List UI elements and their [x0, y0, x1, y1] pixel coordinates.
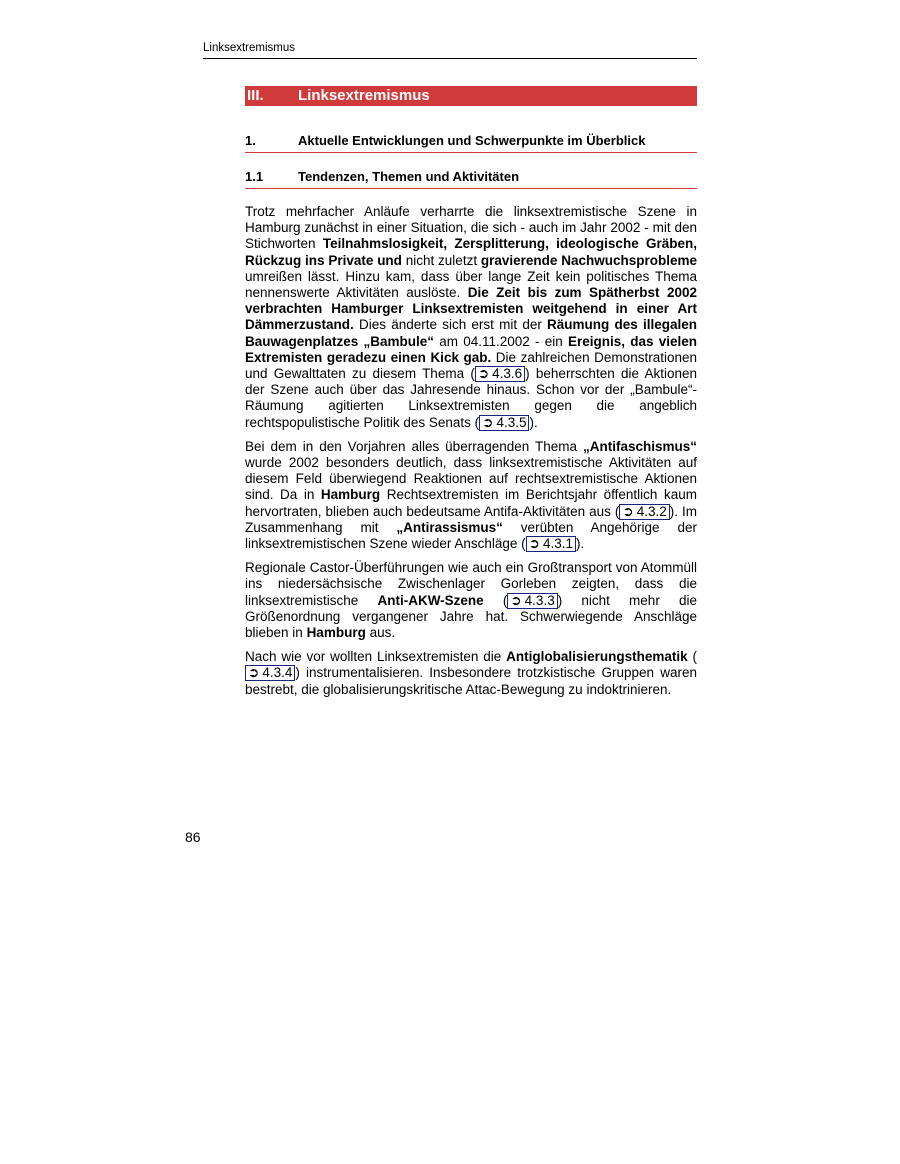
text-run: Rechtsextremisten im Berichtsjahr öffentlich kaum hervortraten, blieben auch bedeutsame Antifa-Aktivitäten aus (	[245, 487, 697, 519]
xref-label: 4.3.6	[492, 366, 523, 382]
chapter-heading-bar	[245, 86, 697, 106]
text-run: aus.	[365, 625, 396, 641]
bold-text: gravierende Nachwuchsprobleme	[480, 252, 697, 268]
chapter-title: Linksextremismus	[298, 87, 430, 104]
text-run: Nach wie vor wollten Linksextremisten die	[245, 649, 507, 665]
bold-text: „Antifaschismus“	[582, 438, 697, 454]
arrow-right-icon: ➲	[510, 592, 522, 608]
bold-text: Antiglobalisierungsthematik	[506, 649, 688, 665]
text-run: nicht zuletzt	[401, 252, 481, 268]
arrow-right-icon: ➲	[622, 503, 634, 519]
text-run: Trotz mehrfacher Anläufe verharrte die linksextremistische Szene in Hamburg zunächst in einer Situation, die sich - auch im Jahr 2002 - mit den Stichworten	[245, 204, 697, 252]
section-number: 1.	[245, 133, 256, 148]
paragraph-4	[245, 649, 697, 698]
section-heading	[245, 133, 697, 153]
xref-label: 4.3.2	[636, 503, 667, 519]
text-run: (	[483, 592, 508, 608]
subsection-number: 1.1	[245, 169, 264, 184]
cross-reference-link-4-3-1[interactable]	[526, 536, 576, 552]
xref-label: 4.3.5	[496, 414, 527, 430]
cross-reference-link-4-3-6[interactable]	[475, 366, 525, 382]
subsection-title: Tendenzen, Themen und Aktivitäten	[298, 169, 520, 184]
text-run: am 04.11.2002 - ein	[434, 333, 568, 349]
text-run: (	[687, 649, 698, 665]
cross-reference-link-4-3-3[interactable]	[507, 593, 557, 609]
text-run: verübten Angehörige der linksextremistischen Szene wieder Anschläge (	[245, 519, 697, 552]
bold-text: Räumung des illegalen Bauwagenplatzes „Bambule“	[245, 317, 697, 349]
cross-reference-link-4-3-5[interactable]	[479, 415, 529, 431]
paragraph-2	[245, 439, 697, 552]
arrow-right-icon: ➲	[482, 414, 494, 430]
text-run: Die zahlreichen Demonstrationen und Gewalttaten zu diesem Thema (	[245, 349, 697, 382]
bold-text: Teilnahmslosigkeit, Zersplitterung, ideologische Gräben, Rückzug ins Private und	[245, 236, 697, 268]
text-run: Dies änderte sich erst mit der	[353, 317, 548, 333]
xref-label: 4.3.4	[262, 665, 293, 681]
cross-reference-link-4-3-4[interactable]	[245, 665, 295, 681]
text-run: ) beherrschten die Aktionen der Szene auch über das Jahresende hinaus. Schon vor der „Bambule“-Räumung agitierten Linksextremisten gegen die angeblich rechtspopulistische Politik des Senats (	[245, 366, 697, 430]
bold-text: Hamburg	[320, 487, 381, 503]
text-run: Regionale Castor-Überführungen wie auch ein Großtransport von Atommüll ins niedersächsische Zwischenlager Gorleben zeigten, dass die linksextremistische	[245, 560, 697, 608]
running-header	[203, 41, 697, 59]
bold-text: Ereignis, das vielen Extremisten geradezu einen Kick gab.	[245, 333, 698, 365]
text-run: ).	[529, 414, 538, 430]
paragraph-3	[245, 560, 697, 641]
xref-label: 4.3.3	[524, 592, 555, 608]
bold-text: Die Zeit bis zum Spätherbst 2002 verbrachten Hamburger Linksextremisten weitgehend in einer Art Dämmerzustand.	[245, 285, 697, 333]
xref-label: 4.3.1	[542, 536, 573, 552]
bold-text: „Antirassismus“	[396, 519, 503, 535]
arrow-right-icon: ➲	[248, 665, 260, 681]
bold-text: Anti-AKW-Szene	[377, 592, 484, 608]
text-run: ) nicht mehr die Größenordnung vergangener Jahre hat. Schwerwiegende Anschläge blieben in	[245, 592, 697, 641]
chapter-number: III.	[247, 87, 264, 104]
arrow-right-icon: ➲	[528, 536, 540, 552]
bold-text: Hamburg	[306, 625, 366, 641]
cross-reference-link-4-3-2[interactable]	[619, 504, 669, 520]
text-run: ).	[575, 536, 585, 552]
body-text	[245, 204, 697, 706]
text-run: wurde 2002 besonders deutlich, dass linksextremistische Aktivitäten auf diesem Feld überwiegend Reaktionen auf rechtsextremistische Aktionen sind. Da in	[245, 455, 697, 503]
paragraph-1	[245, 204, 697, 431]
text-run: umreißen lässt. Hinzu kam, dass über lange Zeit kein politisches Thema nennenswerte Aktivitäten auslöste.	[245, 268, 697, 301]
section-title: Aktuelle Entwicklungen und Schwerpunkte im Überblick	[298, 133, 646, 148]
text-run: Bei dem in den Vorjahren alles überragenden Thema	[245, 438, 583, 454]
page-number: 86	[185, 829, 201, 845]
arrow-right-icon: ➲	[477, 366, 490, 382]
subsection-heading	[245, 169, 697, 189]
text-run: ) instrumentalisieren. Insbesondere trotzkistische Gruppen waren bestrebt, die globalisierungskritische Attac-Bewegung zu indoktrinieren.	[245, 665, 697, 697]
text-run: ). Im Zusammenhang mit	[245, 503, 697, 535]
running-header-title: Linksextremismus	[203, 42, 296, 54]
